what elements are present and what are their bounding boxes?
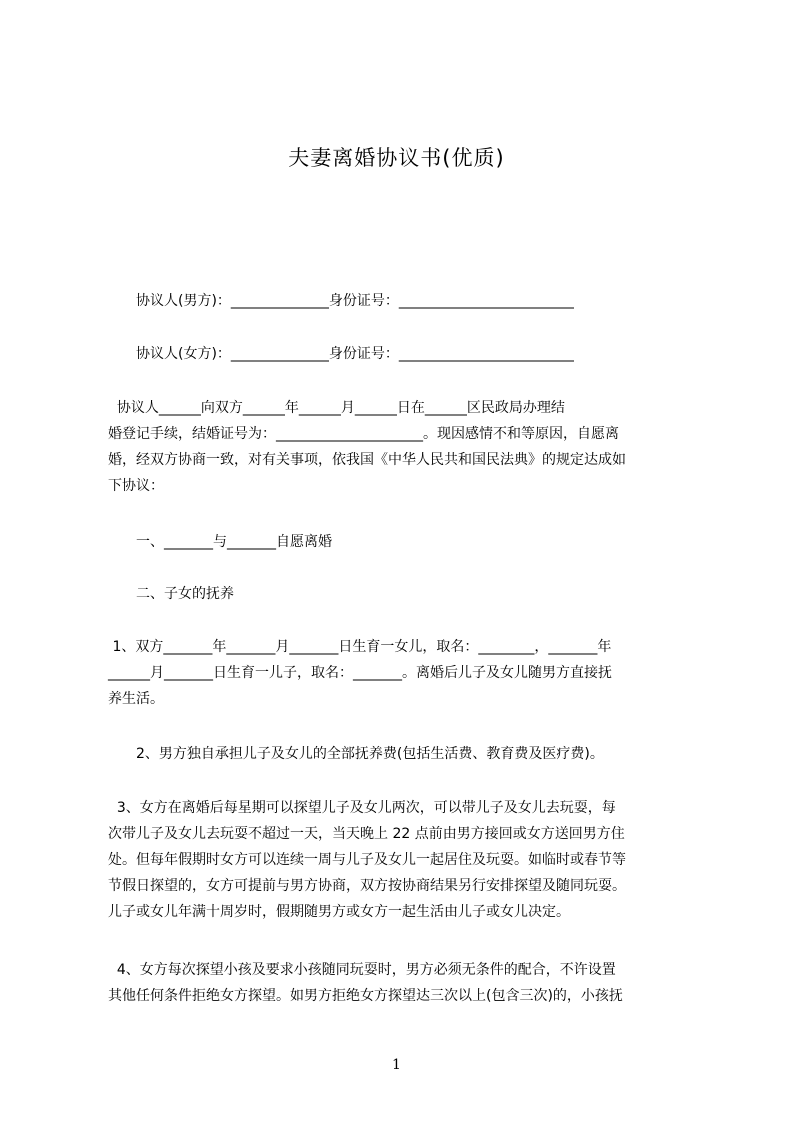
clause-1-line: 养生活。 xyxy=(108,691,164,707)
page-number: 1 xyxy=(392,1057,401,1073)
section-1-heading: 一、_______与_______自愿离婚 xyxy=(136,534,332,550)
clause-3-line: 处。但每年假期时女方可以连续一周与儿子及女儿一起居住及玩耍。如临时或春节等 xyxy=(108,852,626,868)
clause-1-line: 1、双方_______年_______月_______日生育一女儿，取名：________，_______年 xyxy=(108,639,612,655)
party-female-line: 协议人(女方)：______________身份证号：_________________________ xyxy=(136,346,574,362)
intro-line: 婚登记手续，结婚证号为：_____________________。现因感情不和等原因，自愿离 xyxy=(108,426,619,442)
clause-3-line: 儿子或女儿年满十周岁时，假期随男方或女方一起生活由儿子或女儿决定。 xyxy=(108,904,570,920)
clause-1-line: ______月_______日生育一儿子，取名：_______。离婚后儿子及女儿随男方直接抚 xyxy=(108,665,612,681)
section-2-heading: 二、子女的抚养 xyxy=(136,586,234,602)
clause-1-paragraph xyxy=(108,634,708,712)
clause-4-line: 4、女方每次探望小孩及要求小孩随同玩耍时，男方必须无条件的配合，不许设置 xyxy=(108,962,616,978)
clause-4-paragraph xyxy=(108,957,708,1009)
intro-line: 婚，经双方协商一致，对有关事项，依我国《中华人民共和国民法典》的规定达成如 xyxy=(108,452,626,468)
clause-4-line: 其他任何条件拒绝女方探望。如男方拒绝女方探望达三次以上(包含三次)的，小孩抚 xyxy=(108,988,623,1004)
intro-paragraph xyxy=(108,395,708,499)
intro-line: 协议人______向双方______年______月______日在______区民政局办理结 xyxy=(108,400,565,416)
party-male-line: 协议人(男方)：______________身份证号：_________________________ xyxy=(136,293,574,309)
clause-2-paragraph: 2、男方独自承担儿子及女儿的全部抚养费(包括生活费、教育费及医疗费)。 xyxy=(136,746,604,762)
clause-3-line: 次带儿子及女儿去玩耍不超过一天，当天晚上 22 点前由男方接回或女方送回男方住 xyxy=(108,826,625,842)
clause-3-line: 节假日探望的，女方可提前与男方协商，双方按协商结果另行安排探望及随同玩耍。 xyxy=(108,878,626,894)
intro-line: 下协议： xyxy=(108,478,164,494)
document-title: 夫妻离婚协议书(优质) xyxy=(288,146,505,170)
clause-3-line: 3、女方在离婚后每星期可以探望儿子及女儿两次，可以带儿子及女儿去玩耍，每 xyxy=(108,800,616,816)
clause-3-paragraph xyxy=(108,795,708,925)
